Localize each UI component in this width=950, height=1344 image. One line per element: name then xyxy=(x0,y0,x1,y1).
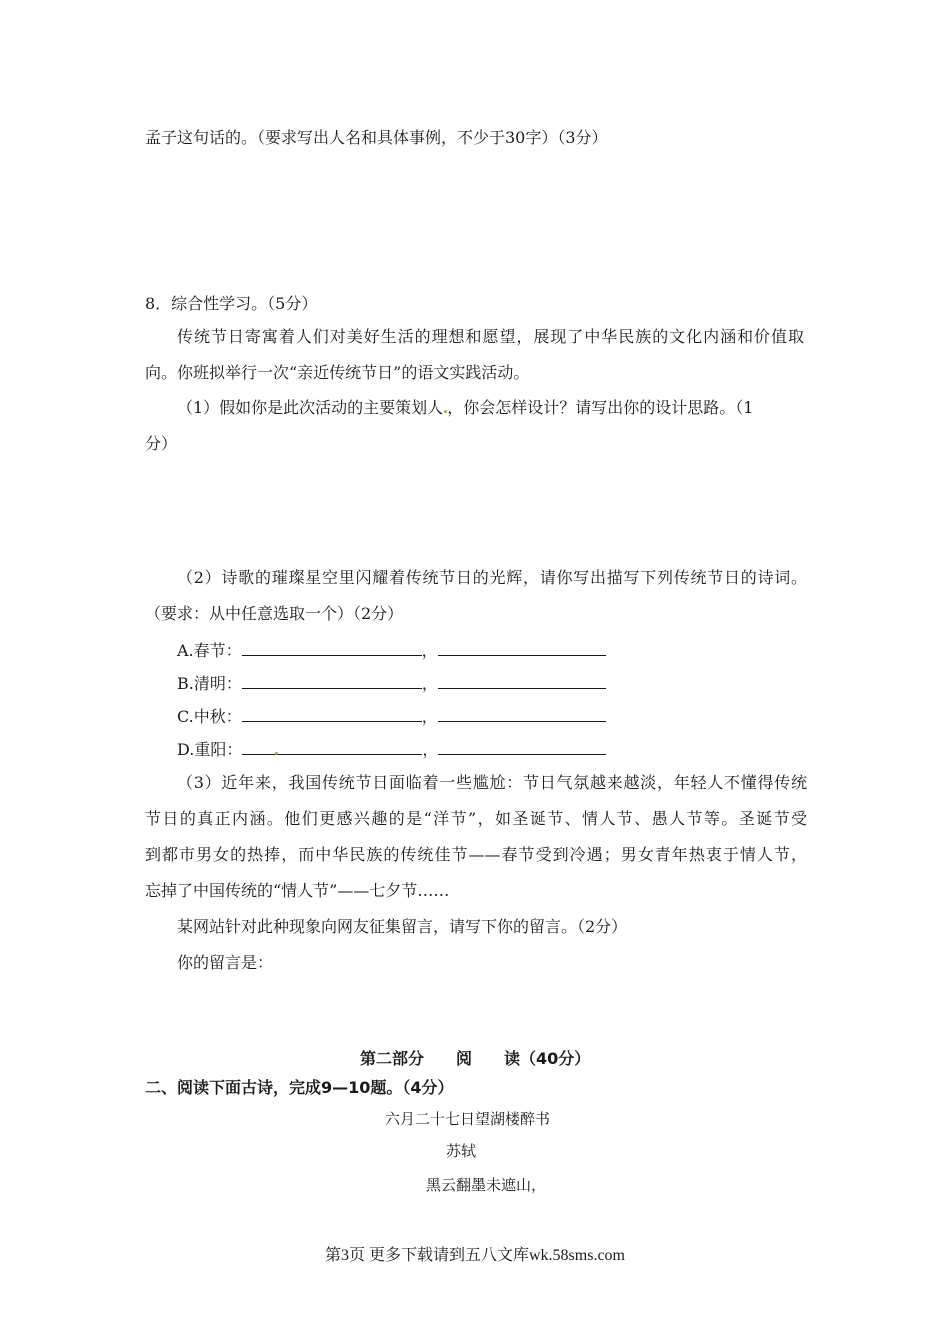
comma: ， xyxy=(421,674,438,693)
subquestion-2-line-1: （2）诗歌的璀璨星空里闪耀着传统节日的光辉，请你写出描写下列传统节日的诗词。 xyxy=(177,568,807,587)
answer-blank[interactable] xyxy=(438,705,606,722)
subquestion-2-line-2: （要求：从中任意选取一个）（2分） xyxy=(145,604,404,623)
subquestion-3-line-5: 某网站针对此种现象向网友征集留言，请写下你的留言。（2分） xyxy=(177,917,628,936)
subquestion-3-line-4: 忘掉了中国传统的“情人节”——七夕节…… xyxy=(145,881,450,900)
question-8-title: 8．综合性学习。（5分） xyxy=(145,294,318,313)
festival-label: D.重阳： xyxy=(177,740,243,759)
answer-blank[interactable] xyxy=(242,672,422,689)
subquestion-1-text-a: （1）假如你是此次活动的主要策划人 xyxy=(177,398,444,417)
festival-row-c xyxy=(177,705,606,727)
subquestion-1-line-1 xyxy=(177,398,753,418)
subquestion-3-line-1: （3）近年来，我国传统节日面临着一些尴尬：节日气氛越来越淡，年轻人不懂得传统 xyxy=(177,773,807,792)
answer-blank[interactable] xyxy=(438,672,606,689)
part-2-heading: 第二部分 阅 读（40分） xyxy=(360,1049,591,1068)
subquestion-3-line-3: 到都市男女的热捧，而中华民族的传统佳节——春节受到冷遇；男女青年热衷于情人节， xyxy=(145,845,807,864)
page-footer: 第3页 更多下载请到五八文库wk.58sms.com xyxy=(324,1247,625,1264)
mark-dot xyxy=(275,752,278,755)
festival-label: B.清明： xyxy=(177,674,242,693)
subquestion-3-line-2: 节日的真正内涵。他们更感兴趣的是“洋节”，如圣诞节、情人节、愚人节等。圣诞节受 xyxy=(145,809,807,828)
answer-blank[interactable] xyxy=(242,738,422,755)
festival-label: C.中秋： xyxy=(177,707,242,726)
question-7-tail: 孟子这句话的。（要求写出人名和具体事例，不少于30字）（3分） xyxy=(145,128,608,147)
section-2-instruction: 二、阅读下面古诗，完成9—10题。（4分） xyxy=(145,1078,454,1097)
festival-row-b xyxy=(177,672,606,694)
comma: ， xyxy=(421,641,438,660)
answer-blank[interactable] xyxy=(438,639,606,656)
answer-blank[interactable] xyxy=(242,639,422,656)
poem-title: 六月二十七日望湖楼醉书 xyxy=(385,1110,551,1128)
question-8-intro-line-1: 传统节日寄寓着人们对美好生活的理想和愿望，展现了中华民族的文化内涵和价值取 xyxy=(177,327,804,346)
question-8-intro-line-2: 向。你班拟举行一次“亲近传统节日”的语文实践活动。 xyxy=(145,363,530,382)
subquestion-3-line-6: 你的留言是： xyxy=(177,953,274,972)
answer-blank[interactable] xyxy=(242,705,422,722)
festival-label: A.春节： xyxy=(177,641,242,660)
subquestion-1-text-b: ，你会怎样设计？请写出你的设计思路。（1 xyxy=(447,398,754,417)
answer-blank[interactable] xyxy=(438,738,606,755)
comma: ， xyxy=(421,707,438,726)
festival-row-d xyxy=(177,738,606,760)
festival-row-a xyxy=(177,639,606,661)
poem-line-1: 黑云翻墨未遮山， xyxy=(426,1176,547,1194)
comma: ， xyxy=(422,740,439,759)
subquestion-1-line-2: 分） xyxy=(145,434,178,453)
poem-author: 苏轼 xyxy=(446,1142,477,1160)
